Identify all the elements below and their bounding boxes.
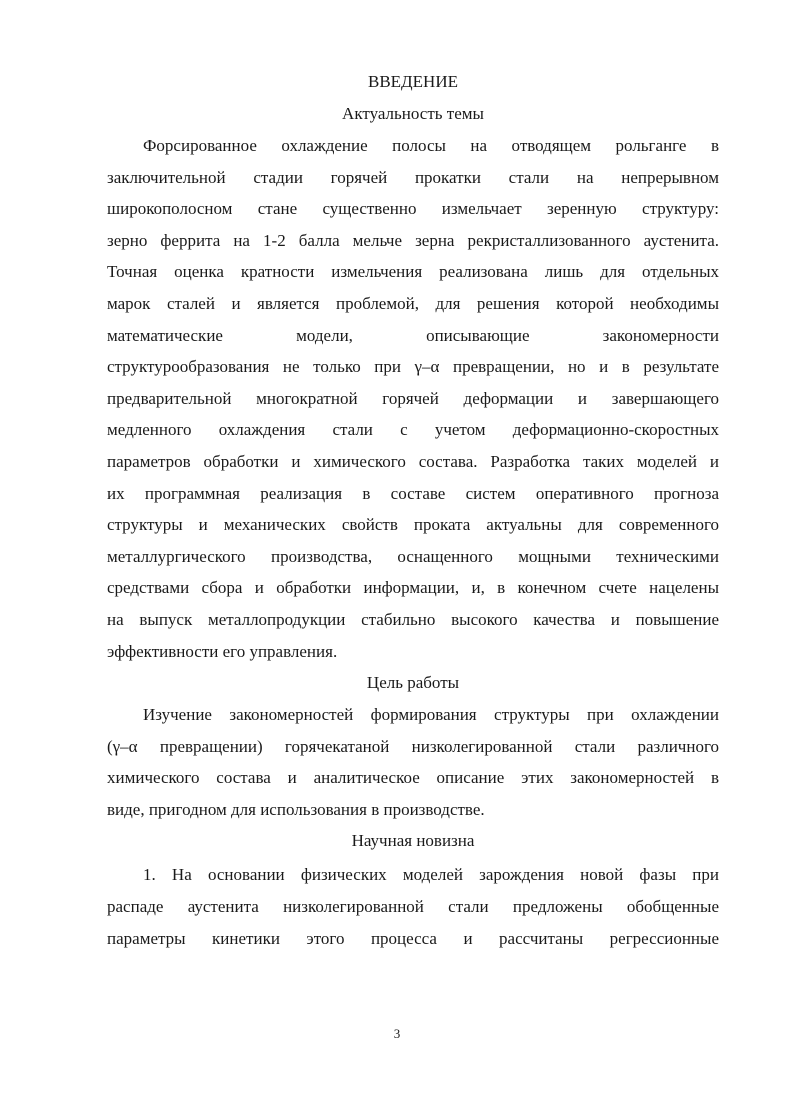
text-line: Изучение закономерностей формирования структуры при охлаждении	[143, 705, 719, 725]
section-title-relevance: Актуальность темы	[342, 104, 484, 123]
text-line: средствами сбора и обработки информации, и, в конечном счете нацелены	[107, 578, 719, 598]
text-line: эффективности его управления.	[107, 641, 338, 661]
text-line: параметров обработки и химического состава. Разработка таких моделей и	[107, 451, 719, 471]
chapter-heading: ВВЕДЕНИЕ	[368, 72, 458, 91]
text-line: структуры и механических свойств проката актуальны для современного	[107, 515, 719, 535]
text-line: математические модели, описывающие закономерности	[107, 325, 719, 345]
text-line: Форсированное охлаждение полосы на отводящем рольганге в	[143, 136, 719, 155]
text-line: широкополосном стане существенно измельчает зеренную структуру:	[107, 199, 719, 219]
section-title-novelty: Научная новизна	[351, 831, 475, 851]
text-line: Точная оценка кратности измельчения реализована лишь для отдельных	[107, 262, 719, 282]
text-line: параметры кинетики этого процесса и рассчитаны регрессионные	[107, 928, 719, 948]
text-line: марок сталей и является проблемой, для решения которой необходимы	[107, 293, 719, 313]
page-number: 3	[393, 1026, 401, 1041]
text-line: химического состава и аналитическое описание этих закономерностей в	[107, 768, 719, 788]
text-line: распаде аустенита низколегированной стали предложены обобщенные	[107, 897, 719, 917]
text-line: металлургического производства, оснащенного мощными техническими	[107, 546, 719, 566]
text-line: виде, пригодном для использования в производстве.	[107, 799, 485, 819]
text-line: (γ–α превращении) горячекатаной низколегированной стали различного	[107, 736, 719, 756]
text-line: структурообразования не только при γ–α превращении, но и в результате	[107, 357, 719, 377]
text-line: на выпуск металлопродукции стабильно высокого качества и повышение	[107, 609, 719, 629]
text-line: 1. На основании физических моделей зарождения новой фазы при	[143, 865, 719, 885]
relevance-paragraph	[107, 130, 719, 667]
novelty-paragraph	[107, 859, 719, 954]
text-line: предварительной многократной горячей деформации и завершающего	[107, 388, 719, 408]
section-title-goal: Цель работы	[366, 673, 460, 693]
text-line: медленного охлаждения стали с учетом деформационно-скоростных	[107, 420, 719, 440]
goal-paragraph	[107, 699, 719, 825]
document-page	[107, 66, 719, 954]
text-line: заключительной стадии горячей прокатки стали на непрерывном	[107, 167, 719, 187]
text-line: их программная реализация в составе систем оперативного прогноза	[107, 483, 719, 503]
text-line: зерно феррита на 1-2 балла мельче зерна рекристаллизованного аустенита.	[107, 230, 719, 250]
